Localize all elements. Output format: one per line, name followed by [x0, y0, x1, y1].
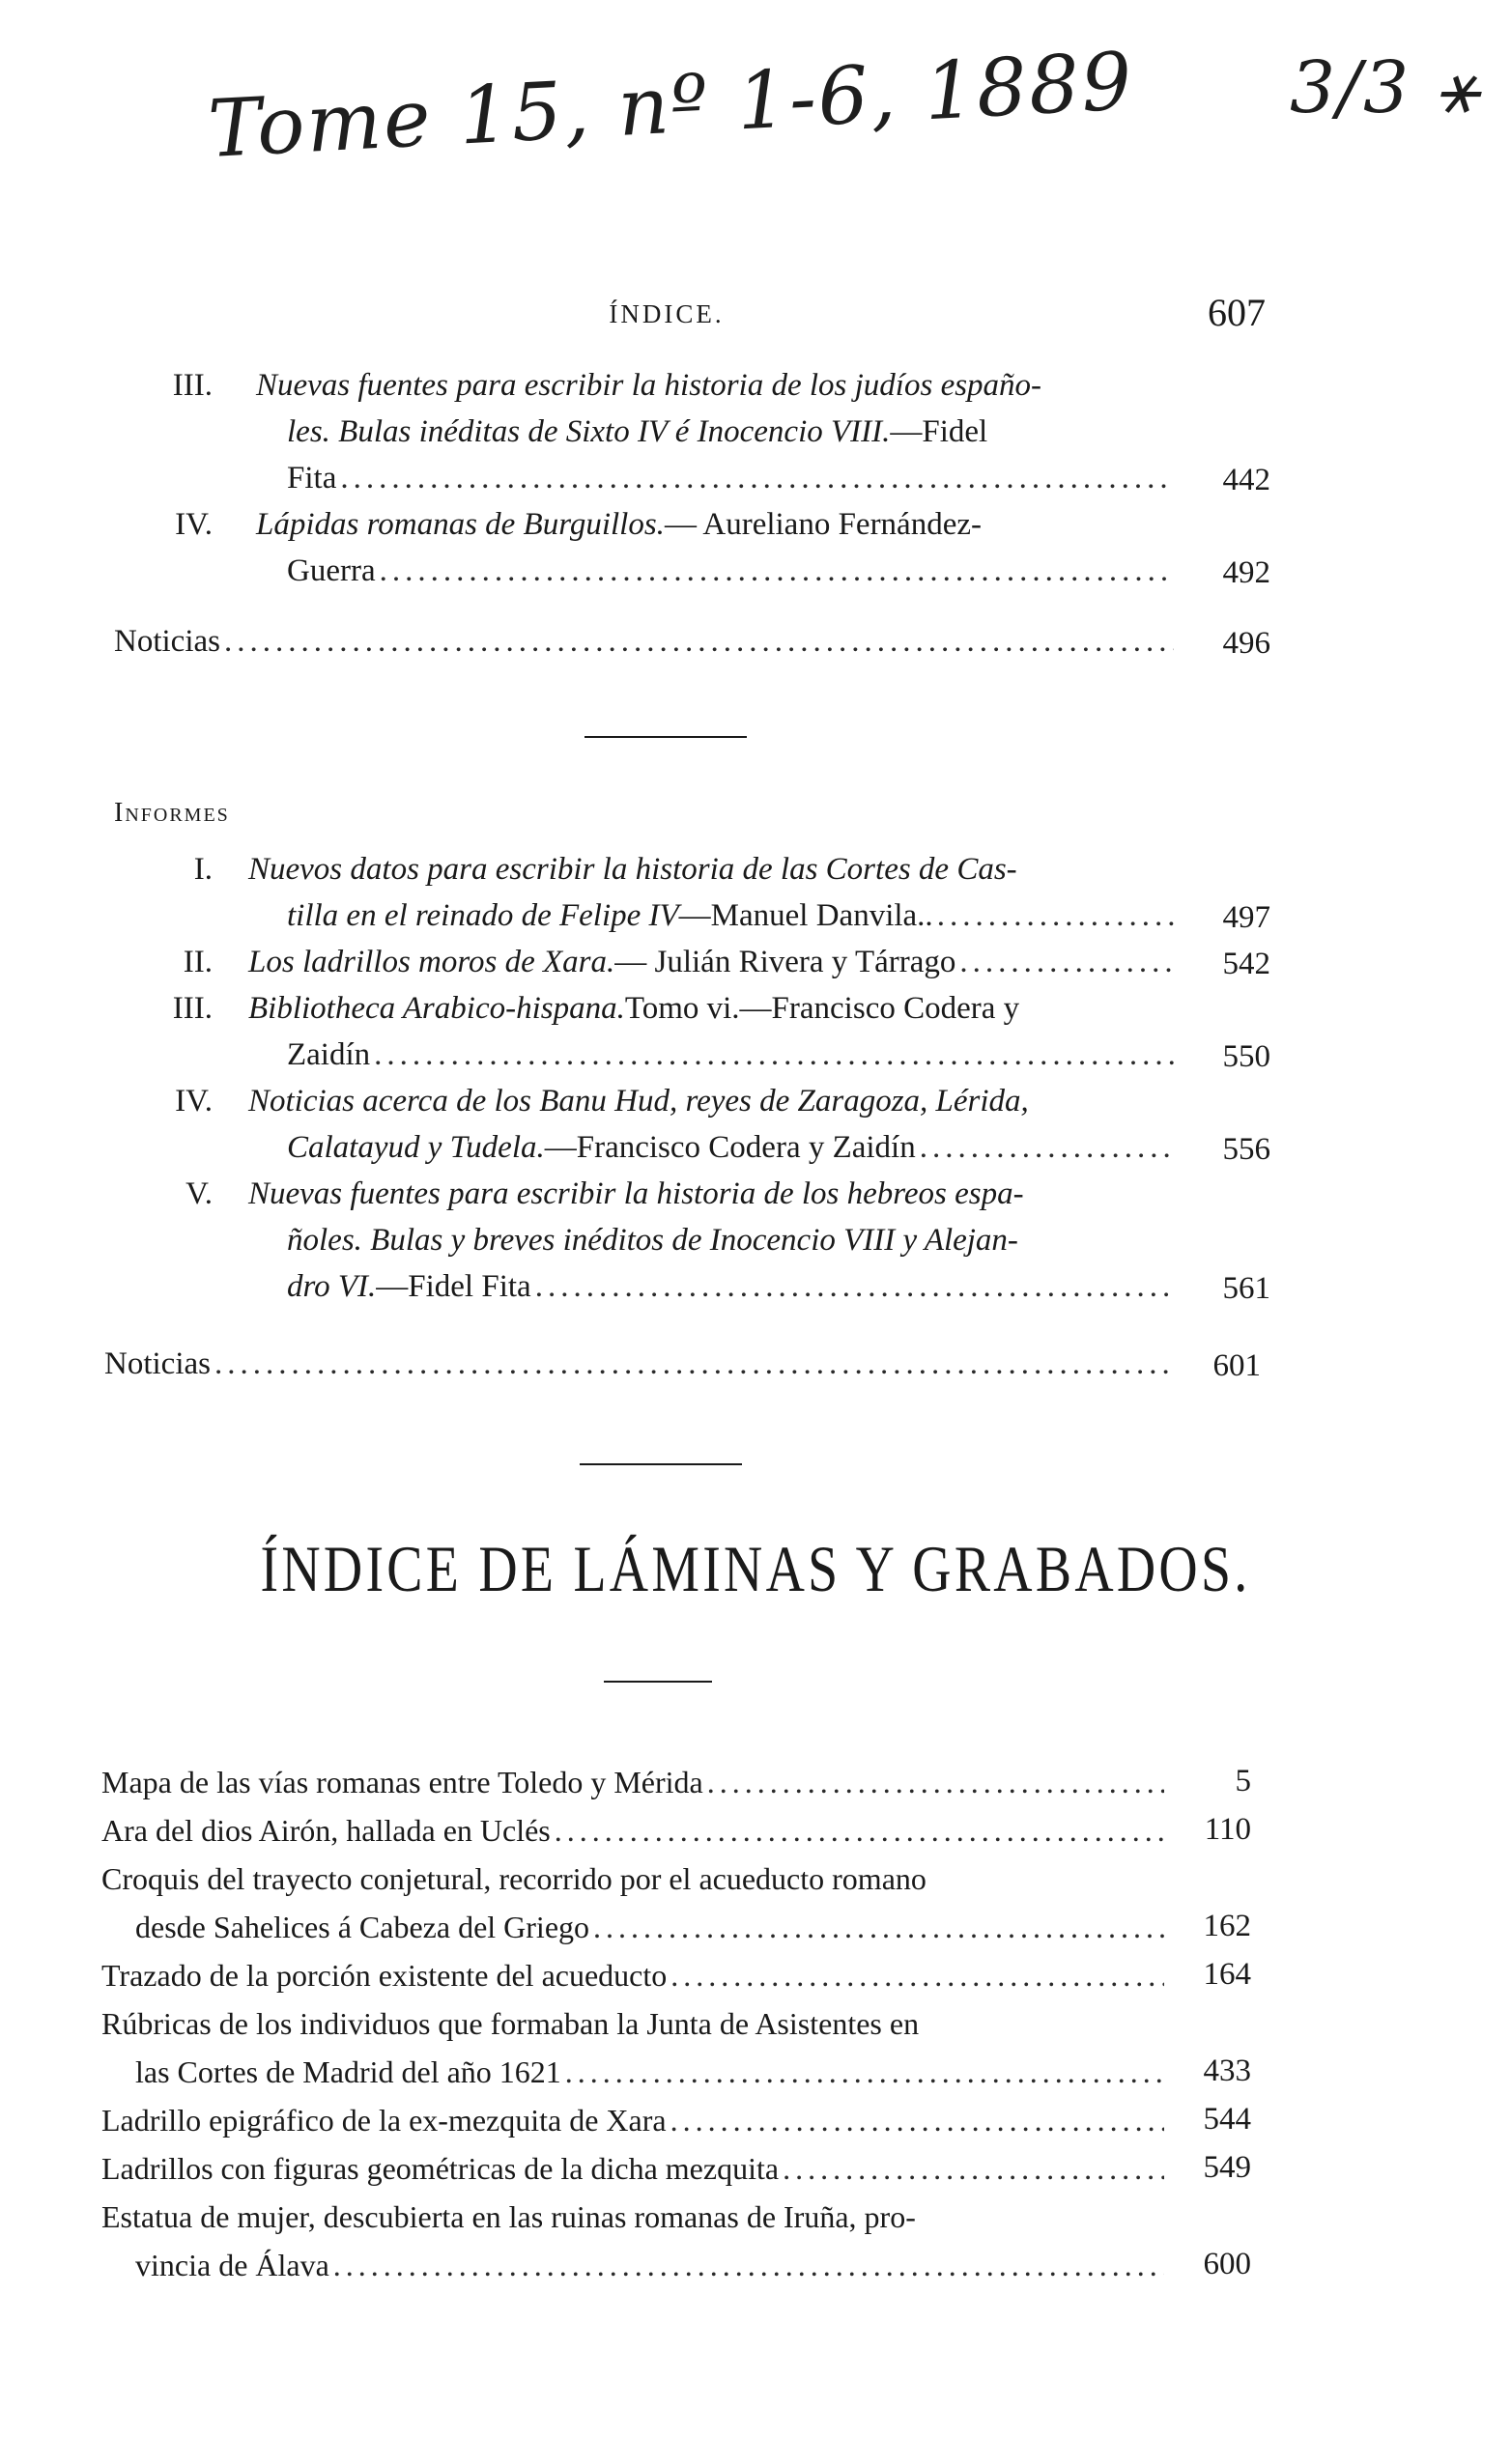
dot-leader — [380, 548, 1174, 594]
laminas-index-title: ÍNDICE DE LÁMINAS Y GRABADOS. — [260, 1532, 1251, 1605]
toc-entry — [248, 846, 1174, 939]
plate-caption: Ara del dios Airón, hallada en Uclés — [101, 1813, 551, 1848]
toc-entry-title: Nuevas fuentes para escribir la historia de los hebreos espa- — [248, 1176, 1024, 1211]
plate-caption: Ladrillo epigráfico de la ex-mezquita de Xara — [101, 2103, 667, 2138]
toc-entry — [248, 939, 1174, 985]
noticias-label: Noticias — [104, 1346, 211, 1381]
toc-entry-number: I. — [193, 852, 213, 887]
toc-page-number: 542 — [1222, 947, 1270, 981]
running-header-page-number: 607 — [1208, 291, 1266, 334]
toc-entry — [248, 1078, 1174, 1171]
toc-entry-number: III. — [172, 368, 213, 403]
dot-leader — [670, 1951, 1164, 1999]
dot-leader — [224, 618, 1174, 665]
toc-page-number: 556 — [1222, 1132, 1270, 1167]
toc-entry-author: Fita — [287, 461, 337, 496]
toc-entry-title: ñoles. Bulas y breves inéditos de Inocencio VIII y Alejan- — [287, 1223, 1018, 1258]
plate-page-number: 5 — [1235, 1764, 1251, 1798]
toc-entry-title: Calatayud y Tudela. — [287, 1130, 545, 1165]
toc-entry-author: — Julián Rivera y Tárrago — [614, 945, 956, 979]
toc-entry-author: —Fidel Fita — [376, 1269, 531, 1304]
toc-entry-title: tilla en el reinado de Felipe IV — [287, 898, 679, 933]
toc-entry-author: Tomo vi.—Francisco Codera y — [624, 991, 1020, 1026]
plate-caption: vincia de Álava — [135, 2248, 329, 2282]
toc-entry-number: III. — [172, 991, 213, 1026]
dot-leader — [333, 2241, 1164, 2289]
dot-leader — [555, 1806, 1164, 1855]
handwritten-volume-note: Tome 15, nº 1-6, 1889 — [206, 35, 1136, 177]
plate-page-number: 549 — [1203, 2150, 1251, 2185]
toc-entry-author: — Aureliano Fernández- — [664, 507, 982, 542]
plate-page-number: 433 — [1203, 2053, 1251, 2088]
plate-caption: Mapa de las vías romanas entre Toledo y Mérida — [101, 1765, 703, 1799]
dot-leader — [707, 1758, 1164, 1806]
toc-entry-title: Los ladrillos moros de Xara. — [248, 945, 615, 979]
toc-entry-author: —Fidel — [890, 414, 988, 449]
toc-page-number: 492 — [1222, 555, 1270, 590]
plate-entry — [101, 1951, 1164, 1999]
plate-entry — [101, 2193, 1164, 2289]
toc-page-number: 550 — [1222, 1039, 1270, 1074]
plate-entry — [101, 2096, 1164, 2144]
toc-entry-title: les. Bulas inéditas de Sixto IV é Inocencio VIII. — [287, 414, 891, 449]
noticias-entry — [114, 618, 1174, 665]
toc-entry — [248, 1171, 1174, 1310]
dot-leader — [920, 1124, 1174, 1171]
plate-caption: desde Sahelices á Cabeza del Griego — [135, 1910, 590, 1944]
toc-entry-author: —Manuel Danvila.. — [678, 898, 933, 933]
plate-caption: las Cortes de Madrid del año 1621 — [135, 2054, 561, 2089]
noticias-page-number: 601 — [1212, 1348, 1261, 1383]
toc-entry-title: Nuevos datos para escribir la historia de las Cortes de Cas- — [248, 852, 1017, 887]
section-divider — [584, 736, 747, 738]
toc-entry-title: Bibliotheca Arabico-hispana. — [248, 991, 625, 1026]
toc-entry-number: II. — [183, 945, 213, 979]
dot-leader — [670, 2096, 1164, 2144]
dot-leader — [214, 1341, 1174, 1387]
informes-heading: Informes — [114, 798, 230, 828]
toc-page-number: 442 — [1222, 463, 1270, 497]
toc-entry-author: Guerra — [287, 553, 376, 588]
plate-caption: Rúbricas de los individuos que formaban la Junta de Asistentes en — [101, 2006, 920, 2041]
handwritten-shelf-mark: 3/3 ⚹ — [1290, 46, 1481, 129]
toc-entry-title: dro VI. — [287, 1269, 377, 1304]
noticias-label: Noticias — [114, 624, 220, 659]
toc-entry-number: IV. — [175, 1084, 213, 1119]
section-divider-2 — [580, 1463, 742, 1465]
noticias-entry — [104, 1341, 1174, 1387]
dot-leader — [593, 1903, 1164, 1951]
toc-entry-title: Lápidas romanas de Burguillos. — [256, 507, 665, 542]
toc-entry-title: Noticias acerca de los Banu Hud, reyes de Zaragoza, Lérida, — [248, 1084, 1029, 1119]
plate-caption: Estatua de mujer, descubierta en las ruinas romanas de Iruña, pro- — [101, 2199, 916, 2234]
dot-leader — [783, 2144, 1164, 2193]
plate-entry — [101, 1806, 1164, 1855]
dot-leader — [374, 1032, 1174, 1078]
running-header-title: ÍNDICE. — [609, 299, 725, 328]
dot-leader — [340, 455, 1174, 501]
toc-entry-author: —Francisco Codera y Zaidín — [544, 1130, 916, 1165]
toc-page-number: 497 — [1222, 900, 1270, 935]
toc-page-number: 561 — [1222, 1271, 1270, 1306]
toc-entry-number: IV. — [175, 507, 213, 542]
toc-entry — [256, 501, 1174, 594]
plate-page-number: 162 — [1203, 1909, 1251, 1943]
plate-entry — [101, 1855, 1164, 1951]
dot-leader — [565, 2048, 1164, 2096]
title-underline — [604, 1681, 712, 1683]
dot-leader — [937, 892, 1174, 939]
toc-entry — [256, 362, 1174, 501]
plate-page-number: 164 — [1203, 1957, 1251, 1992]
toc-entry — [248, 985, 1174, 1078]
plate-entry — [101, 1758, 1164, 1806]
toc-entry-title: Nuevas fuentes para escribir la historia de los judíos españo- — [256, 368, 1042, 403]
plate-caption: Trazado de la porción existente del acueducto — [101, 1958, 668, 1993]
plate-entry — [101, 1999, 1164, 2096]
toc-entry-number: V. — [185, 1176, 213, 1211]
plate-page-number: 544 — [1203, 2102, 1251, 2137]
plate-entry — [101, 2144, 1164, 2193]
plate-page-number: 600 — [1203, 2247, 1251, 2281]
plate-caption: Ladrillos con figuras geométricas de la dicha mezquita — [101, 2151, 780, 2186]
noticias-page-number: 496 — [1222, 626, 1270, 661]
toc-entry-author: Zaidín — [287, 1037, 371, 1072]
dot-leader — [959, 939, 1174, 985]
dot-leader — [535, 1263, 1174, 1310]
plate-page-number: 110 — [1204, 1812, 1251, 1847]
plate-caption: Croquis del trayecto conjetural, recorrido por el acueducto romano — [101, 1861, 927, 1896]
